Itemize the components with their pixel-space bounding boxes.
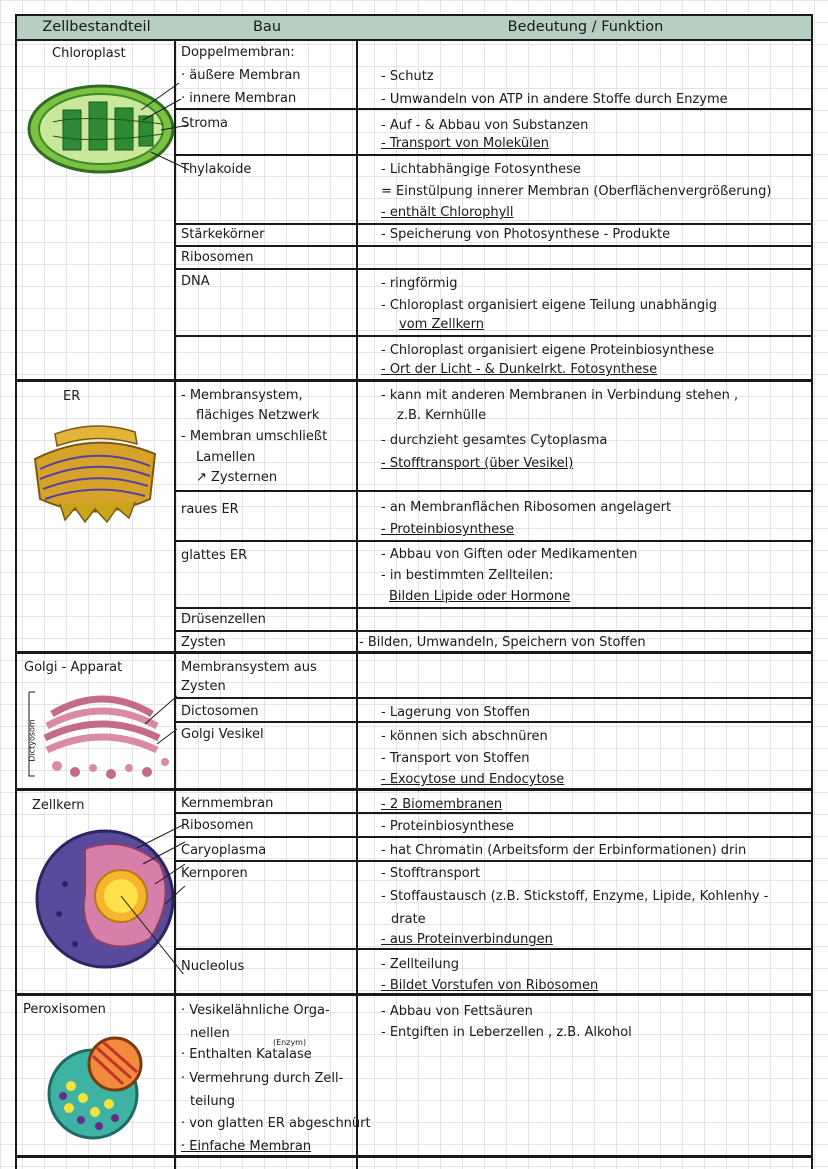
peroxisomen-bau-nellen: nellen	[190, 1026, 230, 1041]
zellkern-funktion-proteinverbindungen: - aus Proteinverbindungen	[381, 932, 553, 947]
golgi-bau-dictosomen: Dictosomen	[181, 704, 259, 719]
er-bau-zysternen: ↗ Zysternen	[196, 470, 278, 485]
er-bau-zysten: Zysten	[181, 635, 226, 650]
chloroplast-funktion-proteinbiosynthese: - Chloroplast organisiert eigene Proteinbiosynthese	[381, 343, 715, 358]
zellkern-bau-kernporen: Kernporen	[181, 866, 248, 881]
chloroplast-bau-ribosomen: Ribosomen	[181, 250, 254, 265]
er-funktion-stofftransport: - Stofftransport (über Vesikel)	[381, 456, 574, 471]
er-bau-membran-umschliesst: - Membran umschließt	[181, 429, 328, 444]
organelle-golgi-title: Golgi - Apparat	[24, 660, 123, 675]
golgi-funktion-exocytose: - Exocytose und Endocytose	[381, 772, 565, 787]
er-funktion-lipide: Bilden Lipide oder Hormone	[389, 589, 571, 604]
row-divider	[174, 268, 813, 270]
peroxisomen-funktion-entgiften: - Entgiften in Leberzellen , z.B. Alkohol	[381, 1025, 632, 1040]
row-divider	[174, 607, 813, 609]
row-divider	[174, 223, 813, 225]
biology-table	[15, 14, 813, 1169]
chloroplast-bau-staerkekoerner: Stärkekörner	[181, 227, 265, 242]
row-divider	[174, 335, 813, 337]
table-header	[15, 14, 813, 41]
peroxisomen-bau-abgeschnuert: · von glatten ER abgeschnürt	[181, 1116, 371, 1131]
section-divider	[15, 1155, 813, 1158]
peroxisomen-bau-teilung: teilung	[190, 1094, 236, 1109]
chloroplast-funktion-schutz: - Schutz	[381, 69, 434, 84]
er-illustration	[25, 414, 165, 529]
er-bau-membransystem: - Membransystem,	[181, 388, 303, 403]
zellkern-funktion-ribosomen-vorstufen: - Bildet Vorstufen von Ribosomen	[381, 978, 599, 993]
er-bau-druesenzellen: Drüsenzellen	[181, 612, 266, 627]
section-divider	[15, 993, 813, 996]
er-funktion-cytoplasma: - durchzieht gesamtes Cytoplasma	[381, 433, 608, 448]
golgi-bau-vesikel: Golgi Vesikel	[181, 727, 264, 742]
chloroplast-funktion-speicherung: - Speicherung von Photosynthese - Produkte	[381, 227, 671, 242]
chloroplast-funktion-umwandeln: - Umwandeln von ATP in andere Stoffe durch Enzyme	[381, 92, 728, 107]
chloroplast-bau-thylakoide: Thylakoide	[181, 162, 252, 177]
zellkern-funktion-proteinbiosynthese: - Proteinbiosynthese	[381, 819, 515, 834]
golgi-funktion-transport: - Transport von Stoffen	[381, 751, 530, 766]
er-funktion-gifte: - Abbau von Giften oder Medikamenten	[381, 547, 638, 562]
row-divider	[174, 108, 813, 110]
zellkern-bau-caryoplasma: Caryoplasma	[181, 843, 267, 858]
row-divider	[174, 860, 813, 862]
chloroplast-funktion-transport: - Transport von Molekülen	[381, 136, 549, 151]
zellkern-funktion-stofftransport: - Stofftransport	[381, 866, 481, 881]
zellkern-funktion-zellteilung: - Zellteilung	[381, 957, 459, 972]
row-divider	[174, 154, 813, 156]
chloroplast-bau-dna: DNA	[181, 274, 210, 289]
chloroplast-funktion-chlorophyll: - enthält Chlorophyll	[381, 205, 514, 220]
chloroplast-bau-doppelmembran: Doppelmembran:	[181, 45, 295, 60]
header-col-zellbestandteil: Zellbestandteil	[42, 19, 151, 35]
peroxisomen-funktion-fettsaeuren: - Abbau von Fettsäuren	[381, 1004, 533, 1019]
er-bau-raues-er: raues ER	[181, 502, 239, 517]
header-col-bau: Bau	[252, 19, 282, 35]
peroxisomen-bau-katalase: · Enthalten Katalase	[181, 1047, 312, 1062]
peroxisomen-bau-enzym-note: (Enzym)	[273, 1038, 307, 1047]
chloroplast-bau-aeussere-membran: · äußere Membran	[181, 68, 301, 83]
er-funktion-verbindung: - kann mit anderen Membranen in Verbindung stehen ,	[381, 388, 739, 403]
row-divider	[174, 245, 813, 247]
golgi-bau-zysten: Zysten	[181, 679, 226, 694]
row-divider	[174, 490, 813, 492]
organelle-zellkern-title: Zellkern	[32, 798, 85, 813]
section-divider	[15, 379, 813, 382]
peroxisomen-illustration	[43, 1032, 153, 1142]
zellkern-bau-kernmembran: Kernmembran	[181, 796, 274, 811]
er-funktion-kernhuelle: z.B. Kernhülle	[397, 408, 487, 423]
chloroplast-funktion-teilung: - Chloroplast organisiert eigene Teilung unabhängig	[381, 298, 717, 313]
chloroplast-funktion-ort: - Ort der Licht - & Dunkelrkt. Fotosynthese	[381, 362, 658, 377]
row-divider	[174, 948, 813, 950]
zellkern-bau-ribosomen: Ribosomen	[181, 818, 254, 833]
golgi-dictyosom-label: Dictyosom	[27, 719, 37, 762]
chloroplast-illustration	[23, 74, 195, 189]
er-funktion-stoffe: - Bilden, Umwandeln, Speichern von Stoffen	[359, 635, 646, 650]
golgi-bau-membransystem: Membransystem aus	[181, 660, 317, 675]
organelle-peroxisomen-title: Peroxisomen	[23, 1002, 106, 1017]
zellkern-illustration	[25, 804, 185, 974]
peroxisomen-bau-einfache-membran: · Einfache Membran	[181, 1139, 312, 1154]
organelle-chloroplast-title: Chloroplast	[52, 46, 126, 61]
chloroplast-funktion-aufabbau: - Auf - & Abbau von Substanzen	[381, 118, 589, 133]
row-divider	[174, 630, 813, 632]
golgi-funktion-lagerung: - Lagerung von Stoffen	[381, 705, 531, 720]
er-bau-lamellen: Lamellen	[196, 450, 256, 465]
golgi-illustration	[27, 684, 177, 784]
row-divider	[174, 721, 813, 723]
chloroplast-bau-stroma: Stroma	[181, 116, 228, 131]
zellkern-funktion-biomembranen: - 2 Biomembranen	[381, 797, 503, 812]
row-divider	[174, 836, 813, 838]
er-funktion-zellteile: - in bestimmten Zellteilen:	[381, 568, 554, 583]
row-divider	[174, 540, 813, 542]
chloroplast-funktion-teilung-cont: vom Zellkern	[399, 317, 484, 332]
chloroplast-funktion-ringfoermig: - ringförmig	[381, 276, 458, 291]
zellkern-funktion-drate: drate	[391, 912, 426, 927]
er-funktion-ribosomen: - an Membranflächen Ribosomen angelagert	[381, 500, 672, 515]
er-funktion-proteinbiosynthese: - Proteinbiosynthese	[381, 522, 515, 537]
zellkern-funktion-stoffaustausch: - Stoffaustausch (z.B. Stickstoff, Enzyme, Lipide, Kohlenhy -	[381, 889, 769, 904]
golgi-funktion-abschnueren: - können sich abschnüren	[381, 729, 548, 744]
header-col-funktion: Bedeutung / Funktion	[507, 19, 664, 35]
section-divider	[15, 788, 813, 791]
organelle-er-title: ER	[63, 389, 81, 404]
chloroplast-funktion-licht: - Lichtabhängige Fotosynthese	[381, 162, 581, 177]
peroxisomen-bau-vesikelaehnlich: · Vesikelähnliche Orga-	[181, 1003, 330, 1018]
zellkern-funktion-chromatin: - hat Chromatin (Arbeitsform der Erbinformationen) drin	[381, 843, 747, 858]
peroxisomen-bau-vermehrung: · Vermehrung durch Zell-	[181, 1071, 344, 1086]
chloroplast-bau-innere-membran: · innere Membran	[181, 91, 297, 106]
section-divider	[15, 651, 813, 654]
chloroplast-funktion-einstuelpung: = Einstülpung innerer Membran (Oberflächenvergrößerung)	[381, 184, 772, 199]
er-bau-glattes-er: glattes ER	[181, 548, 248, 563]
zellkern-bau-nucleolus: Nucleolus	[181, 959, 245, 974]
er-bau-netzwerk: flächiges Netzwerk	[196, 408, 320, 423]
row-divider	[174, 697, 813, 699]
row-divider	[174, 812, 813, 814]
